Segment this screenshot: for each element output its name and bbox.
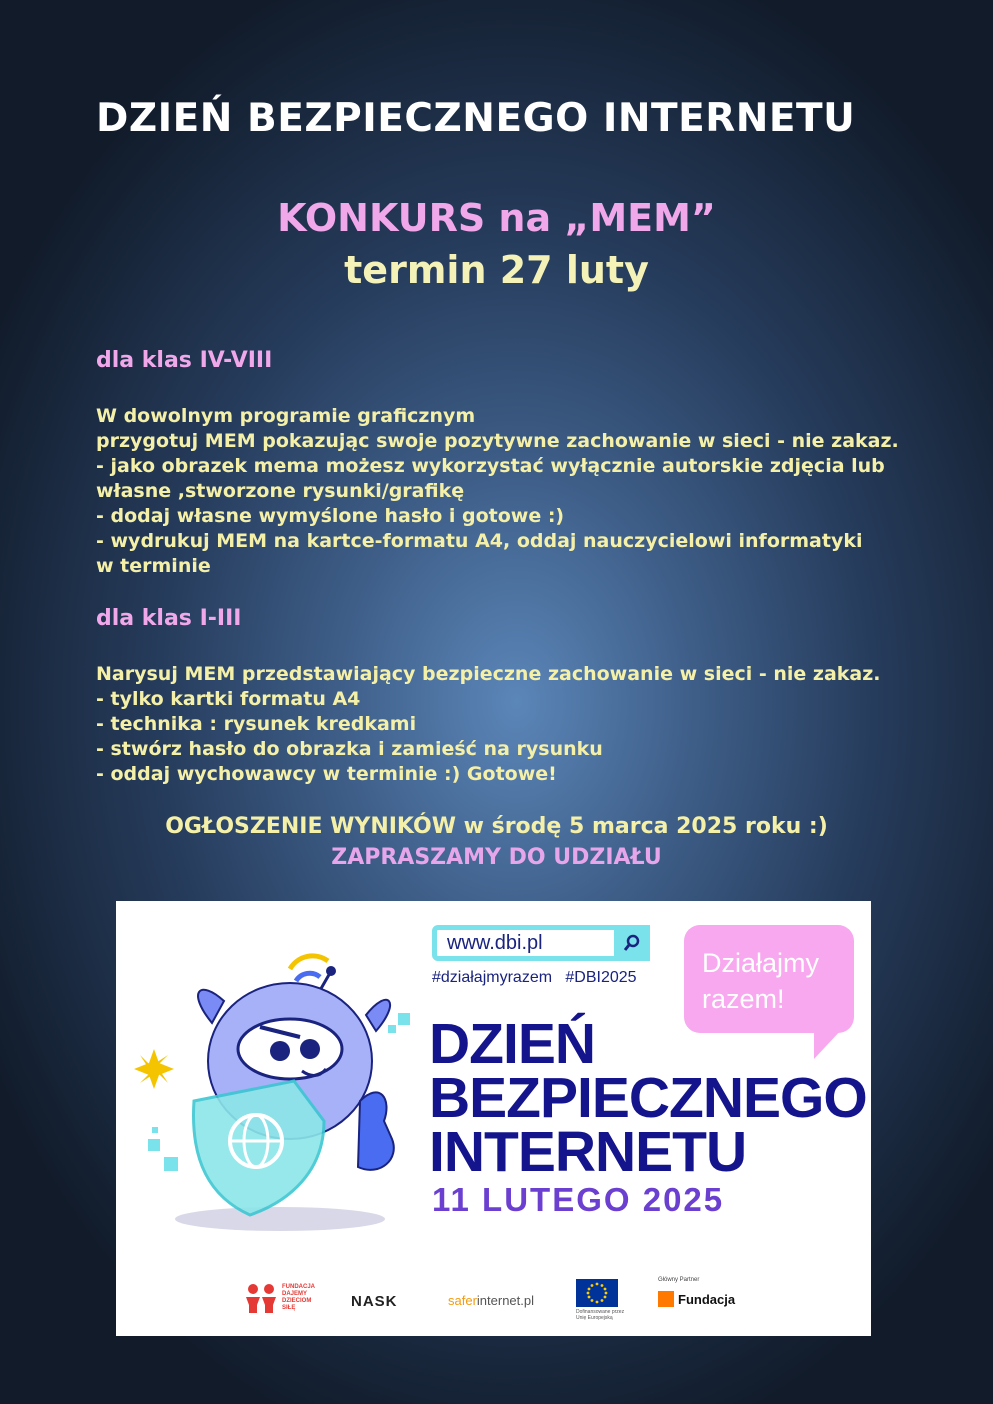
section-heading-younger: dla klas I-III xyxy=(96,606,242,631)
hashtags: #działajmyrazem #DBI2025 xyxy=(432,969,637,986)
text-line: przygotuj MEM pokazując swoje pozytywne zachowanie w sieci - nie zakaz. xyxy=(96,430,899,452)
text-line: - technika : rysunek kredkami xyxy=(96,713,417,735)
dbi-date: 11 LUTEGO 2025 xyxy=(432,1181,725,1218)
page-title: DZIEŃ BEZPIECZNEGO INTERNETU xyxy=(96,96,856,141)
eu-flag-icon xyxy=(576,1279,618,1307)
dbi-title-line: BEZPIECZNEGO xyxy=(429,1066,867,1130)
text-line: Narysuj MEM przedstawiający bezpieczne zachowanie w sieci - nie zakaz. xyxy=(96,663,881,685)
url-box xyxy=(432,925,650,961)
partner-logos xyxy=(116,1271,871,1321)
saferinternet-logo xyxy=(448,1293,534,1308)
safer-word: safer xyxy=(448,1293,477,1308)
orange-logo xyxy=(658,1277,735,1307)
nask-logo: NASK xyxy=(351,1293,398,1310)
text-line: - jako obrazek mema możesz wykorzystać wyłącznie autorskie zdjęcia lub xyxy=(96,455,885,477)
text-line: - oddaj wychowawcy w terminie :) Gotowe! xyxy=(96,763,557,785)
fundacja-text: FUNDACJA DAJEMY DZIECIOM SIŁĘ xyxy=(282,1284,315,1311)
kids-icon xyxy=(244,1283,278,1313)
dbi-title-line: INTERNETU xyxy=(429,1120,747,1184)
text-line: - tylko kartki formatu A4 xyxy=(96,688,361,710)
eu-logo xyxy=(576,1279,626,1321)
partner-label: Główny Partner xyxy=(658,1277,700,1283)
bubble-text xyxy=(702,945,847,1017)
text-line: - wydrukuj MEM na kartce-formatu A4, oddaj nauczycielowi informatyki xyxy=(96,530,863,552)
dbi-banner xyxy=(116,901,871,1336)
contest-heading: KONKURS na „MEM” xyxy=(277,196,716,240)
orange-square-icon xyxy=(658,1291,674,1307)
text-line: - dodaj własne wymyślone hasło i gotowe :) xyxy=(96,505,565,527)
dbi-title xyxy=(429,1012,867,1184)
section-body-younger xyxy=(96,662,916,787)
text-line: własne ,stworzone rysunki/grafikę xyxy=(96,480,465,502)
partner-name: Fundacja xyxy=(678,1291,736,1307)
section-body-older xyxy=(96,404,916,579)
dbi-title-line: DZIEŃ xyxy=(429,1012,595,1076)
results-announcement: OGŁOSZENIE WYNIKÓW w środę 5 marca 2025 roku :) xyxy=(165,814,828,839)
url-text: www.dbi.pl xyxy=(447,932,543,954)
bubble-line: razem! xyxy=(702,984,785,1014)
mascot-illustration xyxy=(130,931,420,1241)
search-icon xyxy=(614,925,650,961)
bubble-line: Działajmy xyxy=(702,948,820,978)
contest-deadline: termin 27 luty xyxy=(344,248,649,292)
eu-text: Dofinansowane przez Unię Europejską xyxy=(576,1309,625,1321)
internet-word: internet.pl xyxy=(476,1293,534,1308)
orange-row xyxy=(658,1291,735,1307)
text-line: w terminie xyxy=(96,555,211,577)
text-line: - stwórz hasło do obrazka i zamieść na rysunku xyxy=(96,738,603,760)
fundacja-logo xyxy=(244,1283,318,1313)
text-line: W dowolnym programie graficznym xyxy=(96,405,476,427)
section-heading-older: dla klas IV-VIII xyxy=(96,348,273,373)
invite-text: ZAPRASZAMY DO UDZIAŁU xyxy=(331,845,662,870)
